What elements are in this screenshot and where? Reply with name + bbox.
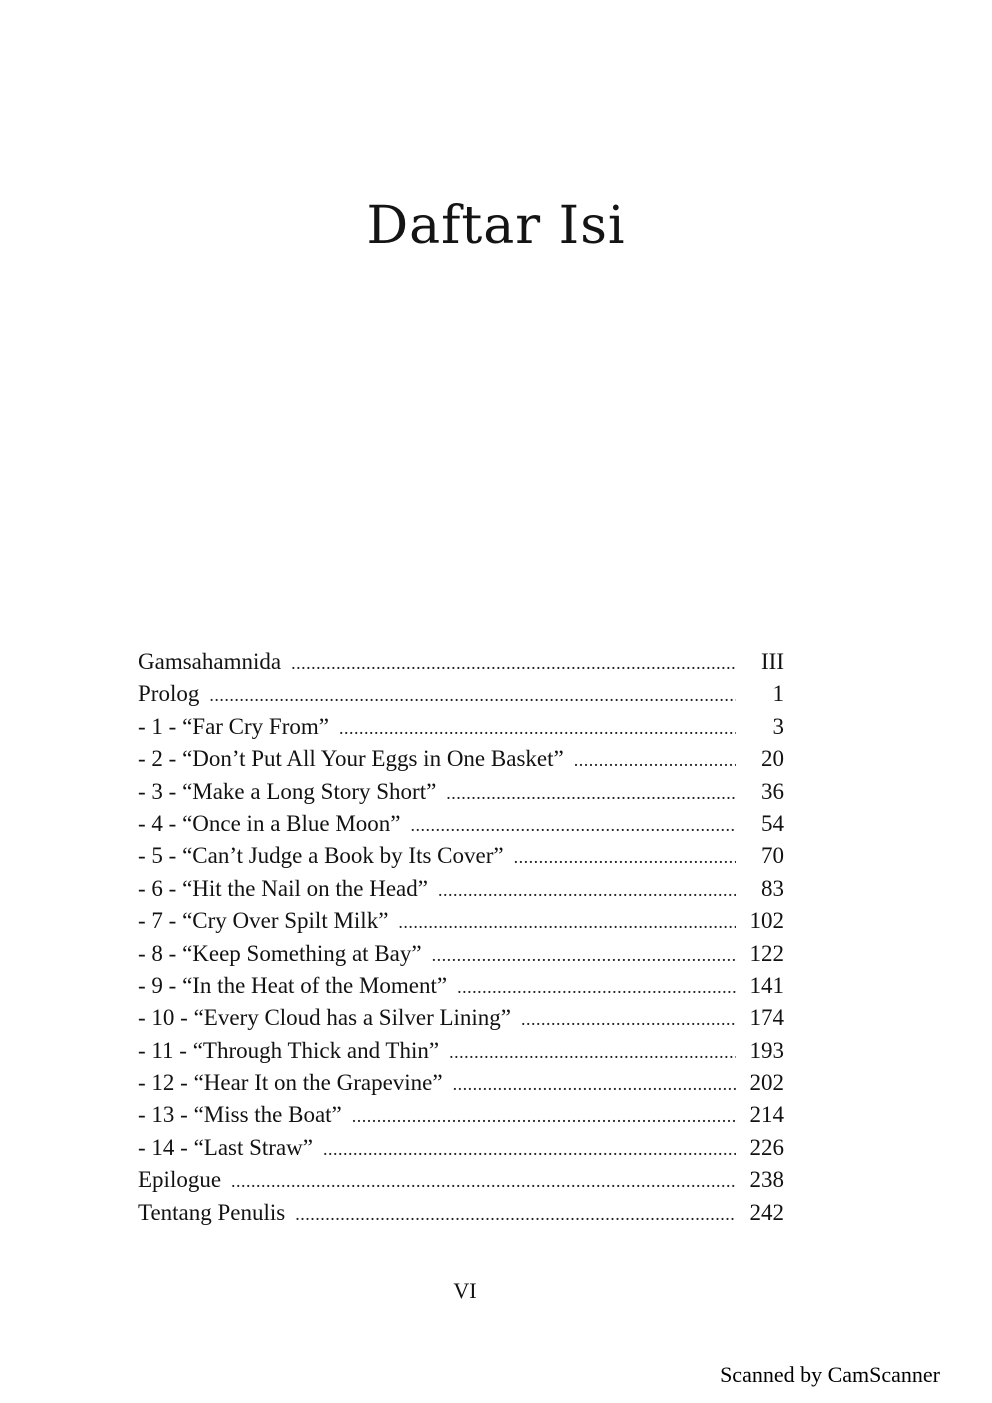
toc-entry <box>138 905 784 937</box>
toc-entry-title: Tentang Penulis <box>138 1199 286 1225</box>
dot-leader <box>398 906 736 938</box>
toc-entry-page: 141 <box>749 972 784 998</box>
toc-entry-page: 83 <box>761 875 784 901</box>
dot-leader <box>352 1100 736 1132</box>
dot-leader <box>514 841 736 873</box>
toc-entry-title: Gamsahamnida <box>138 649 282 674</box>
toc-entry-title: Epilogue <box>138 1167 222 1193</box>
toc-entry <box>138 646 784 678</box>
toc-entry <box>138 1132 784 1164</box>
toc-entry-page: 202 <box>749 1070 784 1096</box>
toc-entry-page: 242 <box>749 1199 784 1225</box>
toc-entry <box>138 1002 784 1034</box>
toc-entry <box>138 678 784 710</box>
toc-entry <box>138 1067 784 1099</box>
toc-entry-title: Prolog <box>138 681 200 707</box>
toc-entry <box>138 808 784 840</box>
toc-entry <box>138 840 784 872</box>
toc-entry-title: - 1 - “Far Cry From” <box>138 713 329 739</box>
toc-entry <box>138 873 784 905</box>
toc-entry-page: 3 <box>772 713 784 739</box>
table-of-contents <box>138 646 784 1229</box>
dot-leader <box>323 1133 736 1165</box>
toc-entry-page: 238 <box>749 1167 784 1193</box>
toc-entry-page: 122 <box>749 940 784 966</box>
toc-entry-title: - 10 - “Every Cloud has a Silver Lining” <box>138 1005 512 1031</box>
toc-entry-page: 20 <box>761 746 784 772</box>
toc-entry-title: - 4 - “Once in a Blue Moon” <box>138 810 401 836</box>
toc-entry-page: III <box>761 649 784 674</box>
toc-entry-title: - 13 - “Miss the Boat” <box>138 1102 342 1128</box>
toc-entry-title: - 8 - “Keep Something at Bay” <box>138 940 422 966</box>
toc-entry-page: 174 <box>749 1005 784 1031</box>
toc-entry-title: - 14 - “Last Straw” <box>138 1134 313 1160</box>
scanner-watermark: Scanned by CamScanner <box>720 1362 940 1387</box>
dot-leader <box>438 874 736 906</box>
toc-entry-title: - 6 - “Hit the Nail on the Head” <box>138 875 428 901</box>
dot-leader <box>457 971 736 1003</box>
toc-entry-title: - 11 - “Through Thick and Thin” <box>138 1037 440 1063</box>
toc-entry-page: 1 <box>772 681 784 707</box>
toc-entry-title: - 3 - “Make a Long Story Short” <box>138 778 437 804</box>
dot-leader <box>339 712 736 744</box>
toc-entry <box>138 1099 784 1131</box>
dot-leader <box>432 939 736 971</box>
toc-entry-title: - 2 - “Don’t Put All Your Eggs in One Basket” <box>138 746 564 772</box>
dot-leader <box>291 647 736 679</box>
toc-entry-title: - 12 - “Hear It on the Grapevine” <box>138 1070 443 1096</box>
dot-leader <box>453 1068 736 1100</box>
toc-entry-page: 214 <box>749 1102 784 1128</box>
dot-leader <box>295 1198 736 1230</box>
dot-leader <box>574 744 736 776</box>
dot-leader <box>446 777 736 809</box>
toc-entry <box>138 1035 784 1067</box>
page-number: VI <box>453 1278 477 1303</box>
dot-leader <box>209 679 736 711</box>
toc-entry <box>138 1197 784 1229</box>
toc-entry <box>138 776 784 808</box>
toc-entry-page: 193 <box>749 1037 784 1063</box>
dot-leader <box>521 1003 736 1035</box>
dot-leader <box>231 1165 736 1197</box>
toc-entry <box>138 743 784 775</box>
toc-entry <box>138 1164 784 1196</box>
dot-leader <box>411 809 736 841</box>
toc-entry-title: - 7 - “Cry Over Spilt Milk” <box>138 908 389 934</box>
toc-entry-title: - 5 - “Can’t Judge a Book by Its Cover” <box>138 843 504 869</box>
toc-entry-page: 226 <box>749 1134 784 1160</box>
toc-entry <box>138 711 784 743</box>
toc-entry-page: 70 <box>761 843 784 869</box>
page-title: Daftar Isi <box>366 196 626 256</box>
dot-leader <box>449 1036 736 1068</box>
toc-entry <box>138 970 784 1002</box>
toc-entry-page: 36 <box>761 778 784 804</box>
toc-entry-page: 102 <box>749 908 784 934</box>
toc-entry-page: 54 <box>761 810 784 836</box>
toc-entry-title: - 9 - “In the Heat of the Moment” <box>138 972 448 998</box>
toc-entry <box>138 938 784 970</box>
